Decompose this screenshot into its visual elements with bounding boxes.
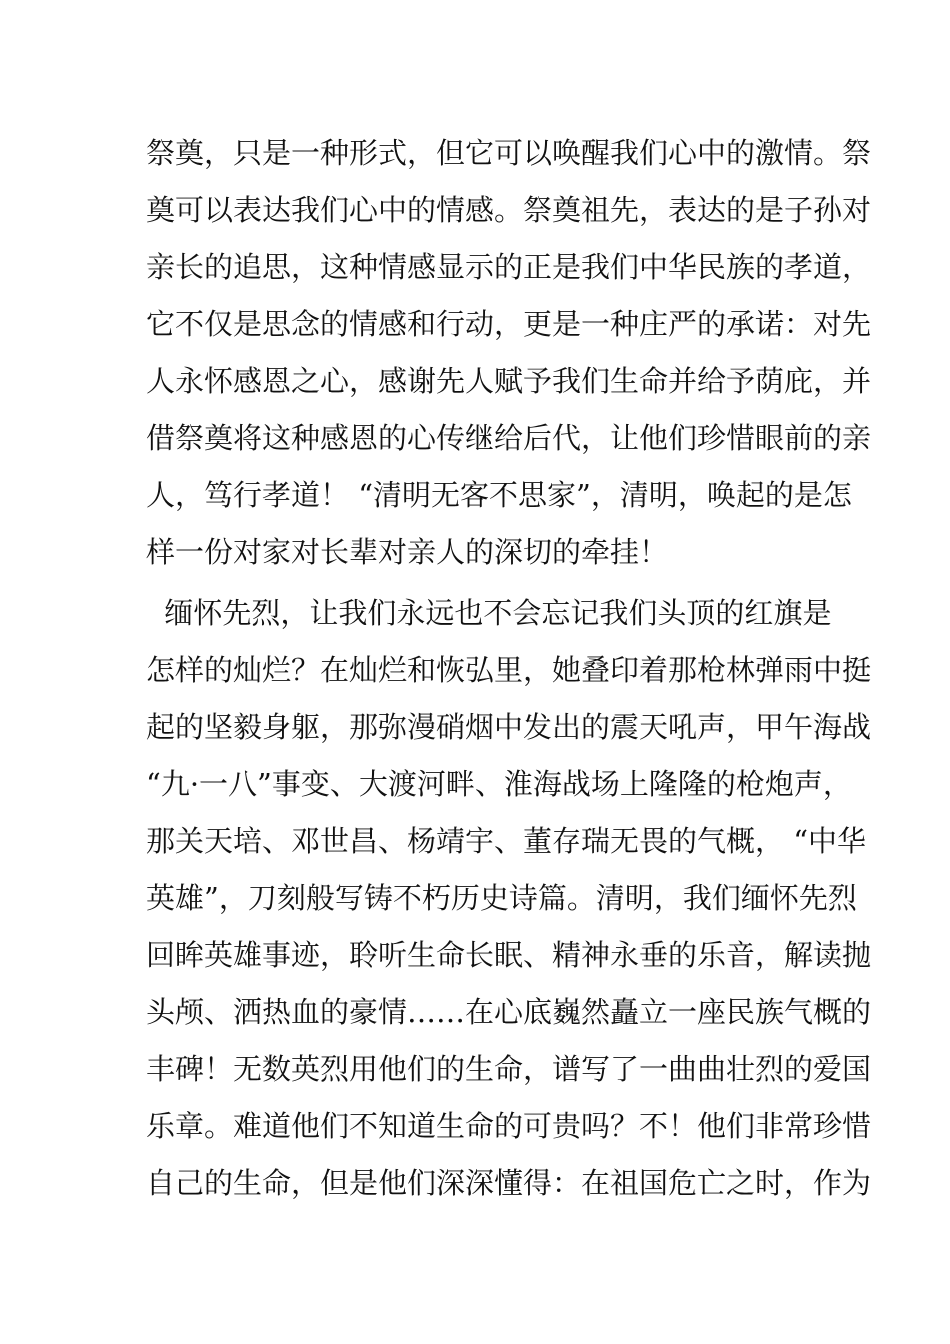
text-line: 借祭奠将这种感恩的心传继给后代，让他们珍惜眼前的亲 <box>146 421 872 455</box>
text-line: 奠可以表达我们心中的情感。祭奠祖先，表达的是子孙对 <box>146 193 872 227</box>
paragraph-1 <box>146 133 872 589</box>
text-line: 人，笃行孝道！ “清明无客不思家”，清明，唤起的是怎 <box>146 478 852 512</box>
text-line: 它不仅是思念的情感和行动，更是一种庄严的承诺：对先 <box>146 307 872 341</box>
text-line: 自己的生命，但是他们深深懂得：在祖国危亡之时，作为 <box>146 1166 872 1200</box>
text-line: 怎样的灿烂？在灿烂和恢弘里，她叠印着那枪林弹雨中挺 <box>146 653 872 687</box>
text-line: 那关天培、邓世昌、杨靖宇、董存瑞无畏的气概， “中华 <box>146 824 867 858</box>
text-line: 丰碑！无数英烈用他们的生命，谱写了一曲曲壮烈的爱国 <box>146 1052 872 1086</box>
text-line: 乐章。难道他们不知道生命的可贵吗？不！他们非常珍惜 <box>146 1109 872 1143</box>
text-line: 回眸英雄事迹，聆听生命长眠、精神永垂的乐音，解读抛 <box>146 938 872 972</box>
text-line: 人永怀感恩之心，感谢先人赋予我们生命并给予荫庇，并 <box>146 364 872 398</box>
text-line: “九·一八”事变、大渡河畔、淮海战场上隆隆的枪炮声， <box>146 767 852 801</box>
text-line: 缅怀先烈，让我们永远也不会忘记我们头顶的红旗是 <box>146 596 832 630</box>
text-line: 英雄”，刀刻般写铸不朽历史诗篇。清明，我们缅怀先烈 <box>146 881 857 915</box>
text-line: 样一份对家对长辈对亲人的深切的牵挂！ <box>146 535 669 569</box>
paragraph-2 <box>146 593 872 1220</box>
body-text <box>146 133 872 1220</box>
text-line: 亲长的追思，这种情感显示的正是我们中华民族的孝道， <box>146 250 872 284</box>
text-line: 起的坚毅身躯，那弥漫硝烟中发出的震天吼声，甲午海战 <box>146 710 872 744</box>
text-line: 头颅、洒热血的豪情……在心底巍然矗立一座民族气概的 <box>146 995 872 1029</box>
text-line: 祭奠，只是一种形式，但它可以唤醒我们心中的激情。祭 <box>146 136 872 170</box>
